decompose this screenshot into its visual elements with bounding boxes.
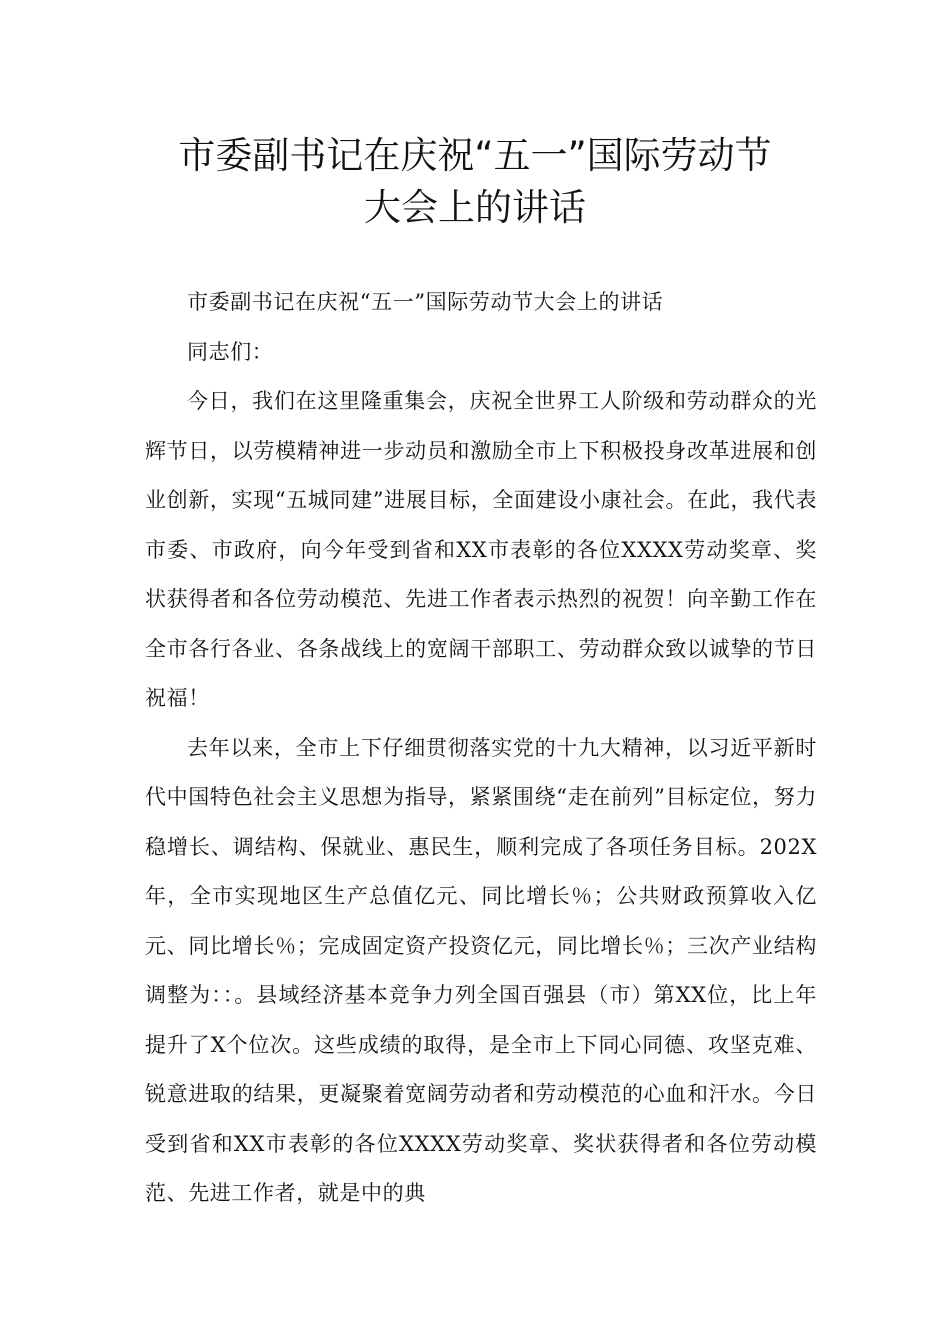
title-line-2: 大会上的讲话: [364, 186, 586, 229]
salutation-paragraph: 同志们：: [187, 339, 274, 364]
document-title: [100, 130, 850, 234]
body-paragraph: 去年以来，全市上下仔细贯彻落实党的十九大精神，以习近平新时代中国特色社会主义思想为指导，紧紧围绕“走在前列”目标定位，努力稳增长、调结构、保就业、惠民生，顺利完成了各项任务目标。202X年，全市实现地区生产总值亿元、同比增长％；公共财政预算收入亿元、同比增长％；完成固定资产投资亿元，同比增长％；三次产业结构调整为：：。县域经济基本竞争力列全国百强县（市）第XX位，比上年提升了X个位次。这些成绩的取得，是全市上下同心同德、攻坚克难、锐意进取的结果，更凝聚着宽阔劳动者和劳动模范的心血和汗水。今日受到省和XX市表彰的各位XXXX劳动奖章、奖状获得者和各位劳动模范、先进工作者，就是中的典: [145, 735, 817, 1205]
subtitle-paragraph: 市委副书记在庆祝“五一”国际劳动节大会上的讲话: [187, 290, 664, 314]
document-body: [145, 278, 817, 1219]
title-line-1: 市委副书记在庆祝“五一”国际劳动节: [178, 134, 772, 177]
body-paragraph: 今日，我们在这里隆重集会，庆祝全世界工人阶级和劳动群众的光辉节日，以劳模精神进一步动员和激励全市上下积极投身改革进展和创业创新，实现“五城同建”进展目标，全面建设小康社会。在此，我代表市委、市政府，向今年受到省和XX市表彰的各位XXXX劳动奖章、奖状获得者和各位劳动模范、先进工作者表示热烈的祝贺！向辛勤工作在全市各行各业、各条战线上的宽阔干部职工、劳动群众致以诚挚的节日祝福！: [145, 389, 817, 710]
